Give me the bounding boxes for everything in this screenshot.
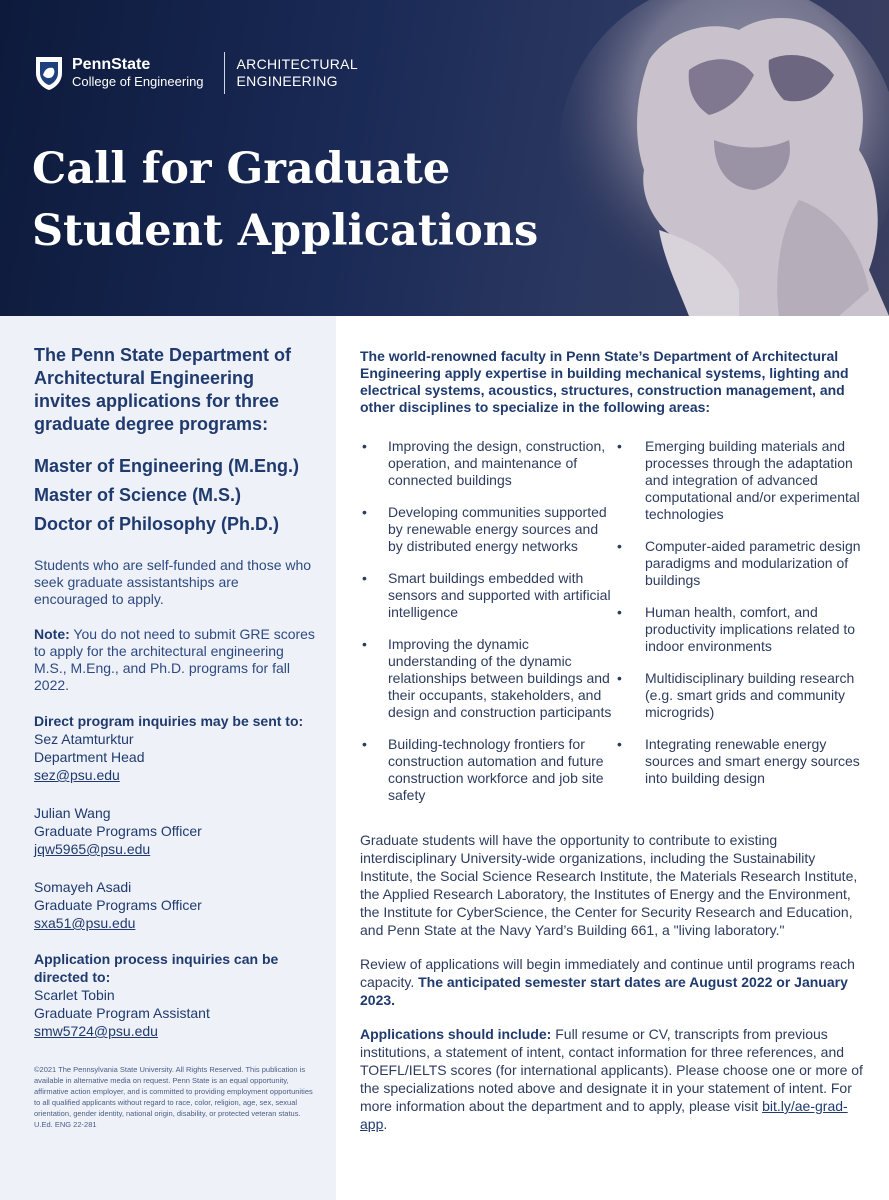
- note-text: You do not need to submit GRE scores to apply for the architectural engineering M.S., M.Eng., and Ph.D. programs for fall 2022.: [34, 626, 315, 693]
- list-item: • Emerging building materials and processes through the adaptation and integration of advanced computational and/or experimental technologies: [615, 438, 870, 523]
- include-text: Full resume or CV, transcripts from previous institutions, a statement of intent, contact information for three references, and TOEFL/IELTS scores (for international applicants). Please choose one or more of the specializations noted above and designate it in your statement of intent. For more information about the department and to apply, please visit: [360, 1026, 863, 1114]
- gre-note: [34, 626, 316, 694]
- contact-name: Scarlet Tobin: [34, 987, 115, 1003]
- department-name-line1: ARCHITECTURAL: [236, 56, 358, 72]
- page-title-line2: Student Applications: [32, 206, 539, 256]
- programs-intro: The Penn State Department of Architectural Engineering invites applications for three graduate degree programs:: [34, 345, 292, 434]
- list-item: • Developing communities supported by renewable energy sources and by distributed energy networks: [360, 504, 615, 555]
- process-inquiries-heading: Application process inquiries can be directed to:: [34, 951, 279, 985]
- list-item: • Human health, comfort, and productivity implications related to indoor environments: [615, 604, 870, 655]
- direct-inquiries: [34, 712, 316, 784]
- header-banner: [0, 0, 889, 316]
- contact-email-link[interactable]: sez@psu.edu: [34, 767, 120, 783]
- degree-ms: Master of Science (M.S.): [34, 485, 242, 505]
- contact-email-link[interactable]: sxa51@psu.edu: [34, 915, 136, 931]
- page-title: [32, 138, 538, 262]
- legal-notice: ©2021 The Pennsylvania State University. All Rights Reserved. This publication is available in alternative media on request. Penn State is an equal opportunity, affirmative action employer, and is committed to providing employment opportunities to all qualified applicants without regard to race, color, religion, age, sex, sexual orientation, gender identity, national origin, disability, or protected veteran status. U.Ed. ENG 22-281: [34, 1065, 313, 1129]
- contact-name: Julian Wang: [34, 805, 111, 821]
- list-item: • Multidisciplinary building research (e.g. smart grids and community microgrids): [615, 670, 870, 721]
- areas-column-2: [615, 438, 870, 819]
- nittany-lion-statue-image: [539, 0, 889, 316]
- degree-meng: Master of Engineering (M.Eng.): [34, 456, 300, 476]
- list-item: • Computer-aided parametric design paradigms and modularization of buildings: [615, 538, 870, 589]
- college-name: College of Engineering: [72, 74, 204, 89]
- contact-name: Somayeh Asadi: [34, 879, 132, 895]
- review-text: Review of applications will begin immediately and continue until programs reach capacity.: [360, 956, 855, 990]
- review-paragraph: [360, 955, 870, 1009]
- contact-title: Department Head: [34, 749, 145, 765]
- contact-block: [34, 804, 316, 858]
- direct-inquiries-heading: Direct program inquiries may be sent to:: [34, 713, 304, 729]
- penn-state-shield-icon: [34, 55, 64, 91]
- contact-title: Graduate Programs Officer: [34, 897, 202, 913]
- list-item: • Improving the dynamic understanding of the dynamic relationships between buildings and their occupants, stakeholders, and design and construction participants: [360, 636, 615, 721]
- list-item: • Building-technology frontiers for construction automation and future construction workforce and job site safety: [360, 736, 615, 804]
- contact-title: Graduate Program Assistant: [34, 1005, 210, 1021]
- note-label: Note:: [34, 626, 70, 642]
- department-name: [237, 56, 358, 90]
- start-dates-text: The anticipated semester start dates are August 2022 or January 2023.: [360, 974, 848, 1008]
- list-item: • Improving the design, construction, operation, and maintenance of connected buildings: [360, 438, 615, 489]
- contact-title: Graduate Programs Officer: [34, 823, 202, 839]
- degree-phd: Doctor of Philosophy (Ph.D.): [34, 514, 279, 534]
- include-end: .: [383, 1116, 388, 1132]
- contact-block: [34, 878, 316, 932]
- left-sidebar: [0, 316, 336, 1200]
- funding-text: Students who are self-funded and those who seek graduate assistantships are encouraged to apply.: [34, 557, 312, 607]
- process-inquiries: [34, 950, 316, 1040]
- university-name: PennState: [72, 56, 151, 73]
- brand-divider: [224, 52, 225, 94]
- brand-lockup: [34, 52, 358, 94]
- main-content: [360, 348, 870, 1133]
- specialization-areas: [360, 438, 870, 819]
- contact-name: Sez Atamturktur: [34, 731, 134, 747]
- areas-column-1: [360, 438, 615, 819]
- apply-link[interactable]: bit.ly/ae-grad-app: [360, 1098, 848, 1132]
- contact-email-link[interactable]: smw5724@psu.edu: [34, 1023, 158, 1039]
- department-name-line2: ENGINEERING: [236, 73, 338, 89]
- opportunity-paragraph: Graduate students will have the opportunity to contribute to existing interdisciplinary University-wide organizations, including the Sustainability Institute, the Social Science Research Institute, the Materials Research Institute, the Applied Research Laboratory, the Institutes of Energy and the Environment, the Institute for CyberScience, the Center for Security Research and Education, and Penn State at the Navy Yard’s Building 661, a "living laboratory.": [360, 832, 858, 938]
- list-item: • Smart buildings embedded with sensors and supported with artificial intelligence: [360, 570, 615, 621]
- include-paragraph: [360, 1025, 870, 1133]
- contact-email-link[interactable]: jqw5965@psu.edu: [34, 841, 151, 857]
- list-item: • Integrating renewable energy sources and smart energy sources into building design: [615, 736, 870, 787]
- include-label: Applications should include:: [360, 1026, 552, 1042]
- page-title-line1: Call for Graduate: [32, 144, 451, 194]
- faculty-intro: The world-renowned faculty in Penn State’s Department of Architectural Engineering apply expertise in building mechanical systems, lighting and electrical systems, acoustics, structures, construction management, and other disciplines to specialize in the following areas:: [360, 348, 849, 415]
